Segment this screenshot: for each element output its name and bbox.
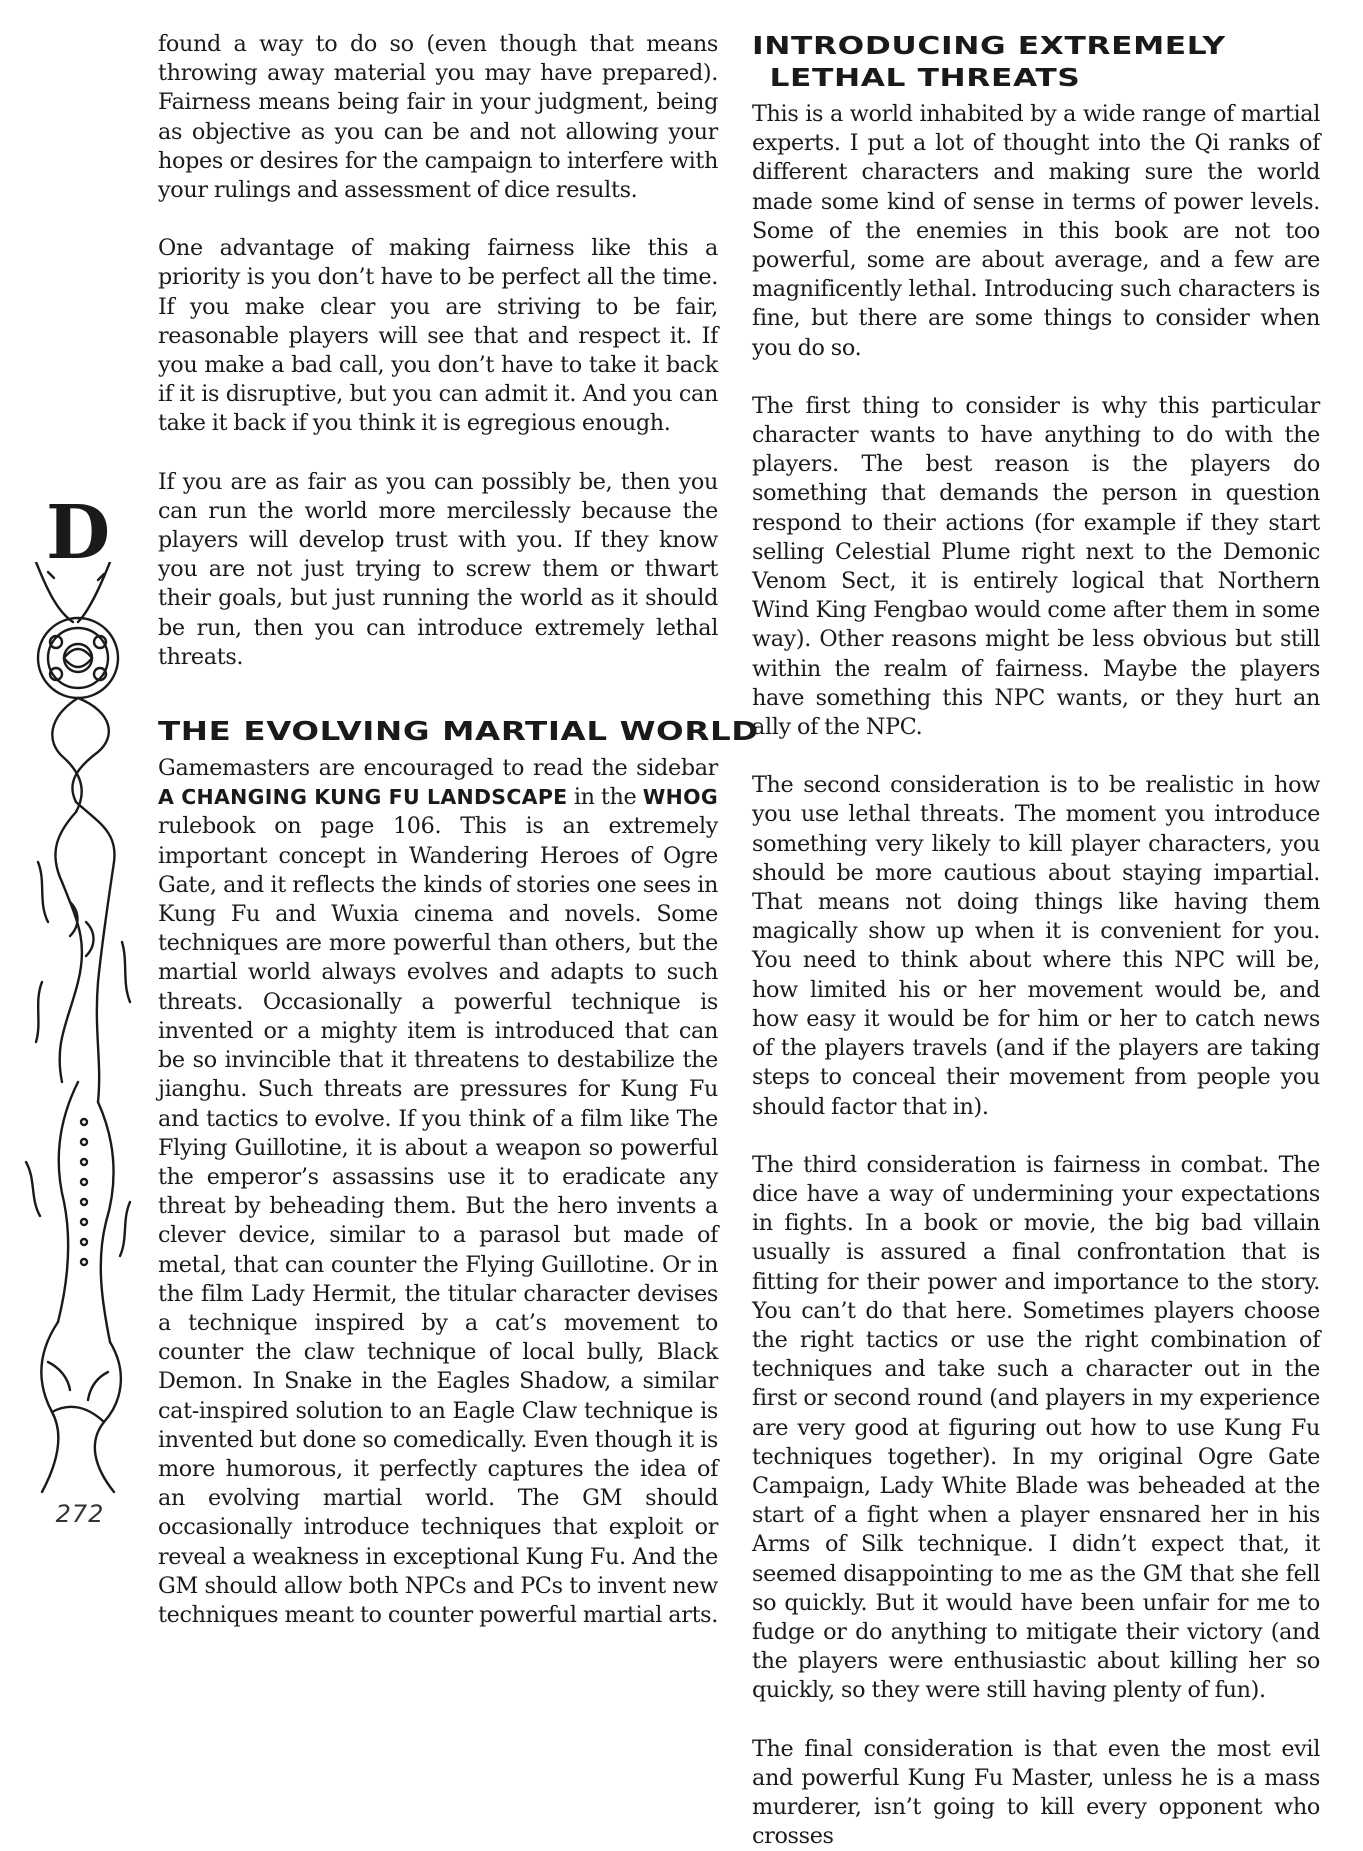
heading-line-1: INTRODUCING EXTREMELY [752, 31, 1226, 60]
section-heading-evolving-martial-world: THE EVOLVING MARTIAL WORLD [158, 717, 759, 748]
right-paragraph-5: The final consideration is that even the most evil and powerful Kung Fu Master, unless he is a mass murderer, isn’t going to kill every opponent who crosses [752, 1735, 1320, 1850]
sidebar-reference-title: A CHANGING KUNG FU LANDSCAPE [158, 785, 568, 810]
rulebook-abbreviation: WHOG [642, 785, 718, 810]
right-paragraph-2: The first thing to consider is why this particular character wants to have anything to do with the players. The best reason is the players do something that demands the person in question respond to their actions (for example if they start selling Celestial Plume right next to the Demonic Venom Sect, it is entirely logical that Northern Wind King Fengbao would come after them in some way). Other reasons might be less obvious but still within the realm of fairness. Maybe the players have something this NPC wants, or they hurt an ally of the NPC. [752, 392, 1320, 741]
left-paragraph-3: If you are as fair as you can possibly be, then you can run the world more mercilessly because the players will develop trust with you. If they know you are not just trying to screw them or thwart their goals, but just running the world as it should be run, then you can introduce extremely lethal threats. [158, 468, 718, 670]
right-paragraph-4: The third consideration is fairness in combat. The dice have a way of undermining your expectations in fights. In a book or movie, the big bad villain usually is assured a final confrontation that is fitting for their power and importance to the story. You can’t do that here. Sometimes players choose the right tactics or use the right combination of techniques and take such a character out in the first or second round (and players in my experience are very good at figuring out how to use Kung Fu techniques together). In my original Ogre Gate Campaign, Lady White Blade was beheaded at the start of a fight when a player ensnared her in his Arms of Silk technique. I didn’t expect that, it seemed disappointing to me as the GM that she fell so quickly. But it would have been unfair for me to fudge or do anything to mitigate their victory (and the players were enthusiastic about killing her so quickly, so they were still having plenty of fun). [752, 1151, 1320, 1704]
left-paragraph-2: One advantage of making fairness like this a priority is you don’t have to be perfect all the time. If you make clear you are striving to be fair, reasonable players will see that and respect it. If you make a bad call, you don’t have to take it back if it is disruptive, but you can admit it. And you can take it back if you think it is egregious enough. [158, 235, 718, 437]
p4-intro-text: Gamemasters are encouraged to read the sidebar [158, 755, 718, 782]
left-paragraph-1: found a way to do so (even though that means throwing away material you may have prepared). Fairness means being fair in your judgment, being as objective as you can be and not allowing your hopes or desires for the campaign to interfere with your rulings and assessment of dice results. [158, 31, 718, 204]
right-paragraph-3: The second consideration is to be realistic in how you use lethal threats. The moment you introduce something very likely to kill player characters, you should be more cautious about staying impartial. That means not doing things like having them magically show up when it is convenient for you. You need to think about where this NPC will be, how limited his or her movement would be, and how easy it would be for him or her to catch news of the players travels (and if the players are taking steps to conceal their movement from people you should factor that in). [752, 772, 1320, 1120]
section-heading-lethal-threats [752, 30, 1363, 94]
heading-line-2: LETHAL THREATS [769, 63, 1081, 92]
margin-drop-letter: D [46, 490, 111, 576]
right-paragraph-1: This is a world inhabited by a wide range of martial experts. I put a lot of thought into the Qi ranks of different characters and making sure the world made some kind of sense in terms of power levels. Some of the enemies in this book are not too powerful, some are about average, and a few are magnificently lethal. Introducing such characters is fine, but there are some things to consider when you do so. [752, 101, 1320, 361]
p4-mid-text: in the [573, 784, 637, 811]
left-column [158, 0, 759, 1630]
right-column [752, 0, 1320, 1851]
left-paragraph-4 [158, 754, 718, 1630]
p4-body-text: rulebook on page 106. This is an extremely important concept in Wandering Heroes of Ogre Gate, and it reflects the kinds of stories one sees in Kung Fu and Wuxia cinema and novels. Some techniques are more powerful than others, but the martial world always evolves and adapts to such threats. Occasionally a powerful technique is invented or a mighty item is introduced that can be so invincible that it threatens to destabilize the jianghu. Such threats are pressures for Kung Fu and tactics to evolve. If you think of a film like The Flying Guillotine, it is about a weapon so powerful the emperor’s assassins use it to eradicate any threat by beheading them. But the hero invents a clever device, similar to a parasol but made of metal, that can counter the Flying Guillotine. Or in the film Lady Hermit, the titular character devises a technique inspired by a cat’s movement to counter the claw technique of local bully, Black Demon. In Snake in the Eagles Shadow, a similar cat-inspired solution to an Eagle Claw technique is invented but done so comedically. Even though it is more humorous, it perfectly captures the idea of an evolving martial world. The GM should occasionally introduce techniques that exploit or reveal a weakness in exceptional Kung Fu. And the GM should allow both NPCs and PCs to invent new techniques meant to counter powerful martial arts. [158, 813, 719, 1628]
page-number: 272 [55, 1500, 105, 1528]
dragon-phoenix-vine-ornament-icon [18, 562, 138, 1502]
